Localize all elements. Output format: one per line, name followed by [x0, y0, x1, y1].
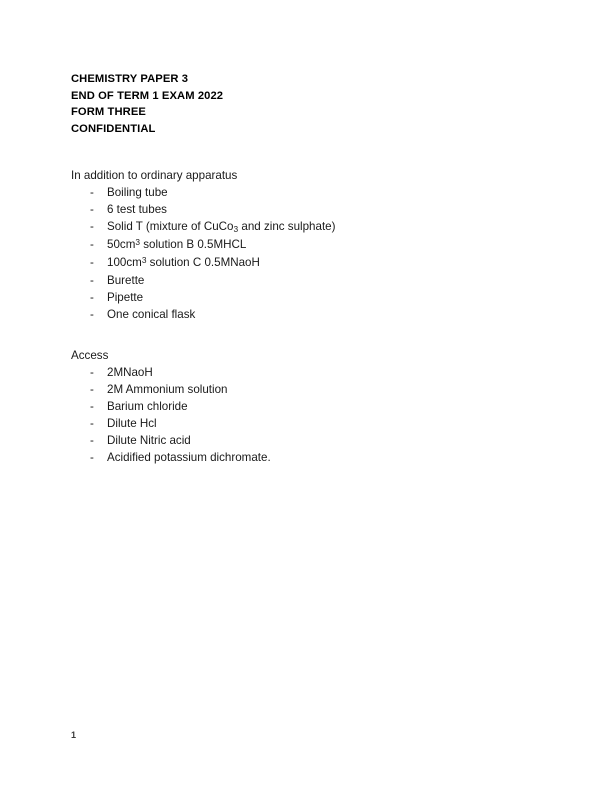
list-item-label: 2MNaoH [107, 366, 153, 380]
list-bullet-dash: - [90, 220, 94, 234]
list-item [71, 364, 551, 381]
document-body [71, 71, 551, 466]
list-bullet-dash: - [90, 291, 94, 305]
list-item-label: One conical flask [107, 308, 196, 322]
list-item-label: Acidified potassium dichromate. [107, 451, 271, 465]
header-line-confidential: CONFIDENTIAL [71, 122, 156, 135]
list-item [71, 218, 551, 236]
list-item [71, 272, 551, 289]
list-bullet-dash: - [90, 366, 94, 380]
list-item [71, 306, 551, 323]
list-item [71, 201, 551, 218]
document-header [71, 71, 551, 137]
list-item-label-pre: Solid T (mixture of CuCo [107, 220, 234, 234]
list-bullet-dash: - [90, 434, 94, 448]
apparatus-intro: In addition to ordinary apparatus [71, 169, 238, 183]
list-bullet-dash: - [90, 274, 94, 288]
list-item-label: 2M Ammonium solution [107, 383, 228, 397]
header-line-form: FORM THREE [71, 106, 146, 119]
header-line-exam: END OF TERM 1 EXAM 2022 [71, 89, 224, 102]
unit-superscript: 3 [135, 236, 140, 247]
header-line-subject: CHEMISTRY PAPER 3 [71, 73, 189, 85]
list-bullet-dash: - [90, 451, 94, 465]
list-item-label-pre: 50cm [107, 238, 136, 252]
list-bullet-dash: - [90, 238, 94, 252]
list-item [71, 398, 551, 415]
list-item [71, 381, 551, 398]
list-item-label-post: solution C 0.5MNaoH [146, 256, 260, 270]
list-item-label: Dilute Nitric acid [107, 434, 191, 448]
access-section [71, 347, 551, 466]
list-item [71, 254, 551, 272]
list-item [71, 236, 551, 254]
list-bullet-dash: - [90, 308, 94, 322]
unit-superscript: 3 [141, 254, 147, 265]
list-item-label: Boiling tube [107, 186, 168, 200]
list-item [71, 184, 551, 201]
list-bullet-dash: - [90, 383, 94, 397]
list-item-label: Pipette [107, 291, 144, 305]
list-item-label-pre: 100cm [107, 256, 142, 270]
list-bullet-dash: - [90, 256, 94, 270]
list-bullet-dash: - [90, 203, 94, 217]
list-item-label: Dilute Hcl [107, 417, 157, 431]
list-bullet-dash: - [90, 186, 94, 200]
list-bullet-dash: - [90, 400, 94, 414]
list-item-label-post: solution B 0.5MHCL [140, 238, 247, 252]
list-item [71, 432, 551, 449]
list-bullet-dash: - [90, 417, 94, 431]
access-intro: Access [71, 349, 109, 363]
access-list [71, 364, 551, 466]
list-item-label: 6 test tubes [107, 203, 167, 217]
list-item [71, 449, 551, 466]
formula-subscript: 3 [233, 224, 239, 235]
list-item-label: Burette [107, 274, 145, 288]
list-item-label-post: and zinc sulphate) [238, 220, 336, 234]
list-item [71, 289, 551, 306]
apparatus-list [71, 184, 551, 323]
list-item-label: Barium chloride [107, 400, 188, 414]
apparatus-section [71, 167, 551, 323]
list-item [71, 415, 551, 432]
page-number: 1 [71, 730, 77, 740]
